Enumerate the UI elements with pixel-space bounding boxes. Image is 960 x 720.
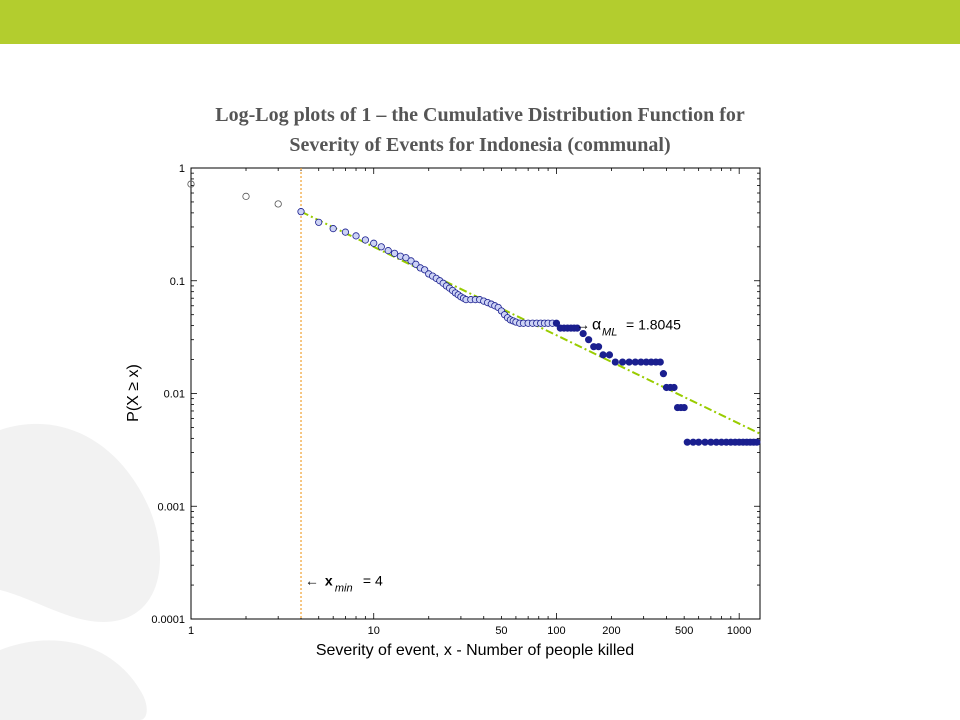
data-point [754,439,760,445]
data-point [391,250,397,256]
x-tick-label: 100 [547,625,566,637]
x-tick-label: 500 [674,625,694,637]
alpha-symbol: α [592,316,602,334]
data-point [353,233,359,239]
data-point [298,208,304,214]
data-point [378,244,384,250]
data-point [600,352,606,358]
x-tick-label: 1000 [726,625,752,637]
xmin-value: = 4 [362,572,383,589]
data-point [606,352,612,358]
data-point [702,439,708,445]
data-point [362,237,368,243]
y-tick-label: 0.001 [157,501,185,514]
data-point [626,359,632,365]
x-tick-label: 50 [495,625,508,637]
x-tick-label: 200 [602,625,621,637]
xmin-subscript: min [334,582,353,595]
y-tick-label: 0.1 [169,275,185,288]
slide-title-line-2: Severity of Events for Indonesia (communal) [289,134,671,156]
x-tick-label: 1 [187,625,195,637]
alpha-subscript: ML [602,326,618,339]
y-tick-labels [151,163,185,626]
xmin-symbol: x [324,572,333,589]
y-tick-label: 0.0001 [151,614,185,626]
data-point [342,229,348,235]
xmin-arrow: ← [304,572,319,589]
slide-title-line-1: Log-Log plots of 1 – the Cumulative Distribution Function for [215,104,745,126]
data-point [681,404,687,410]
data-point [671,384,677,390]
plot-area [191,168,760,619]
x-tick-labels [188,625,751,637]
data-point [695,439,701,445]
data-point [657,359,663,365]
y-tick-label: 1 [178,163,185,175]
data-point [330,225,336,231]
data-point [619,359,625,365]
data-point [385,247,391,253]
y-axis-label: P(X ≥ x) [125,364,142,422]
data-point [595,344,601,350]
data-point [684,439,690,445]
alpha-value: = 1.8045 [626,316,681,333]
data-point [612,359,618,365]
data-point [660,370,666,376]
data-point [585,337,591,343]
x-axis-label: Severity of event, x - Number of people killed [315,642,635,659]
data-point [316,219,322,225]
y-tick-label: 0.01 [163,388,185,401]
x-tick-label: 10 [367,625,380,637]
alpha-arrow: → [576,316,591,333]
data-point [371,240,377,246]
